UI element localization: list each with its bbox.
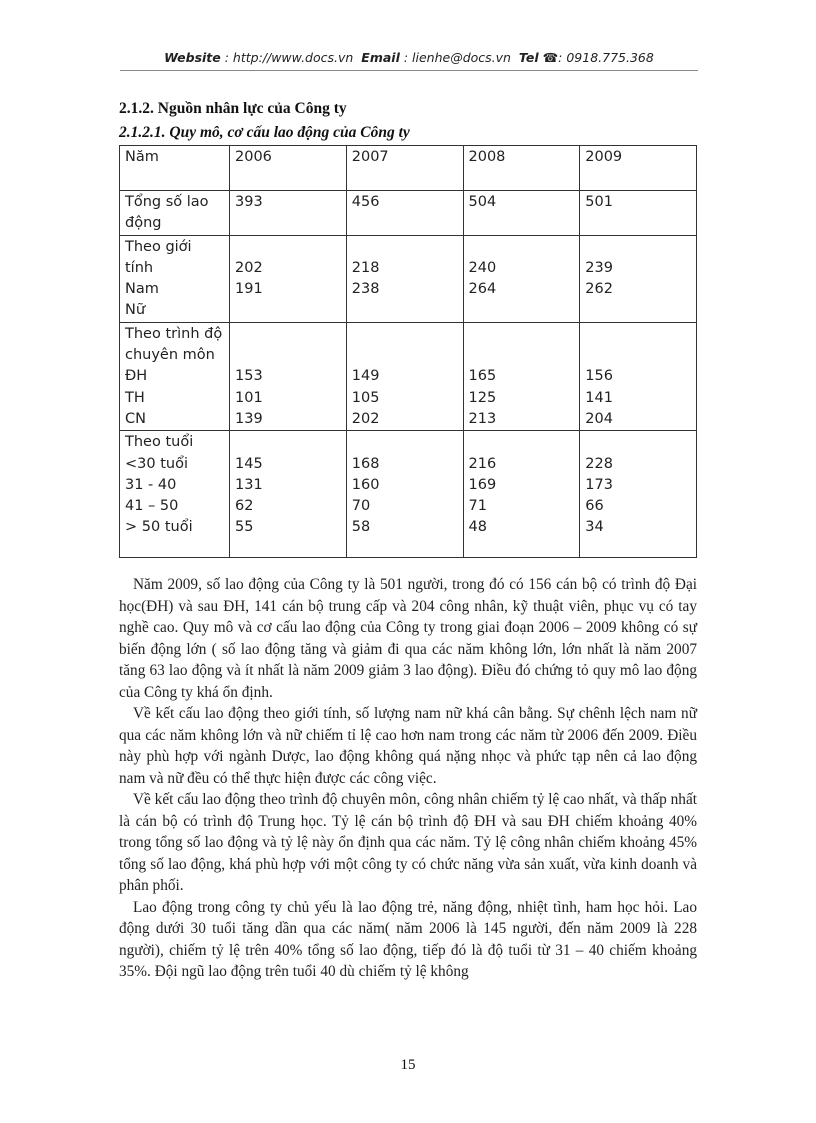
table-cell: 149 105 202 (346, 322, 463, 430)
table-header-cell: 2006 (230, 146, 347, 191)
row-label: Theo giới tính Nam Nữ (120, 235, 230, 322)
row-label: Theo trình độ chuyên môn ĐH TH CN (120, 322, 230, 430)
table-row (120, 322, 697, 430)
table-row (120, 235, 697, 322)
table-row (120, 431, 697, 558)
tel-label: Tel (518, 50, 539, 65)
subsection-title: 2.1.2.1. Quy mô, cơ cấu lao động của Công ty (119, 124, 410, 141)
page-header (120, 50, 698, 65)
labor-structure-table (119, 145, 697, 558)
table-cell: 156 141 204 (580, 322, 697, 430)
phone-icon: ☎ (542, 50, 559, 65)
paragraph: Về kết cấu lao động theo trình độ chuyên môn, công nhân chiếm tỷ lệ cao nhất, và thấp nhất là cán bộ có trình độ Trung học. Tỷ lệ cán bộ trình độ ĐH và sau ĐH chiếm khoảng 40% trong tổng số lao động và tỷ lệ này ổn định qua các năm. Tỷ lệ công nhân chiếm khoảng 45% tổng số lao động, khá phù hợp với một công ty có chức năng vừa sản xuất, vừa kinh doanh và phân phối. (119, 791, 697, 894)
table-header-row (120, 146, 697, 191)
table-cell: 218 238 (346, 235, 463, 322)
table-header-cell: 2008 (463, 146, 580, 191)
table-cell: 240 264 (463, 235, 580, 322)
email-value[interactable]: : lienhe@docs.vn (403, 50, 511, 65)
section-title: 2.1.2. Nguồn nhân lực của Công ty (119, 100, 347, 117)
row-label: Tổng số lao động (120, 191, 230, 236)
table-cell: 501 (580, 191, 697, 236)
table-cell: 393 (230, 191, 347, 236)
table-cell: 153 101 139 (230, 322, 347, 430)
page-number: 15 (400, 1057, 416, 1073)
table-cell: 165 125 213 (463, 322, 580, 430)
paragraph: Lao động trong công ty chủ yếu là lao động trẻ, năng động, nhiệt tình, ham học hỏi. Lao động dưới 30 tuổi tăng dần qua các năm( năm 2006 là 145 người, đến năm 2009 là 228 người), chiếm tỷ lệ trên 40% tổng số lao động, tiếp đó là độ tuổi từ 31 – 40 chiếm khoảng 35%. Đội ngũ lao động trên tuổi 40 dù chiếm tỷ lệ không (119, 898, 697, 980)
table-cell: 216 169 71 48 (463, 431, 580, 558)
table-cell: 504 (463, 191, 580, 236)
table-cell: 168 160 70 58 (346, 431, 463, 558)
table-cell: 456 (346, 191, 463, 236)
tel-value: : 0918.775.368 (558, 50, 654, 65)
table-header-cell: Năm (120, 146, 230, 191)
row-label: Theo tuổi <30 tuổi 31 - 40 41 – 50 > 50 tuổi (120, 431, 230, 558)
table-cell: 228 173 66 34 (580, 431, 697, 558)
body-text (119, 574, 697, 983)
table-cell: 239 262 (580, 235, 697, 322)
website-label: Website (164, 50, 221, 65)
table-row (120, 191, 697, 236)
paragraph: Về kết cấu lao động theo giới tính, số lượng nam nữ khá cân bằng. Sự chênh lệch nam nữ qua các năm không lớn và nữ chiếm tỉ lệ cao hơn nam trong các năm từ 2006 đến 2009. Điều này phù hợp với ngành Dược, lao động không quá nặng nhọc và phức tạp nên cả lao động nam và nữ đều có thể thực hiện được các công việc. (119, 705, 697, 787)
table-cell: 202 191 (230, 235, 347, 322)
header-divider (120, 70, 698, 71)
table-header-cell: 2007 (346, 146, 463, 191)
website-value[interactable]: : http://www.docs.vn (224, 50, 354, 65)
email-label: Email (361, 50, 400, 65)
table-cell: 145 131 62 55 (230, 431, 347, 558)
table-header-cell: 2009 (580, 146, 697, 191)
paragraph: Năm 2009, số lao động của Công ty là 501 người, trong đó có 156 cán bộ có trình độ Đại học(ĐH) và sau ĐH, 141 cán bộ trung cấp và 204 công nhân, kỹ thuật viên, phục vụ có tay nghề cao. Quy mô và cơ cấu lao động của Công ty trong giai đoạn 2006 – 2009 không có sự biến động lớn ( số lao động tăng và giảm đi qua các năm không lớn, lớn nhất là năm 2007 tăng 63 lao động và ít nhất là năm 2009 giảm 3 lao động). Điều đó chứng tỏ quy mô lao động của Công ty khá ổn định. (119, 576, 697, 701)
